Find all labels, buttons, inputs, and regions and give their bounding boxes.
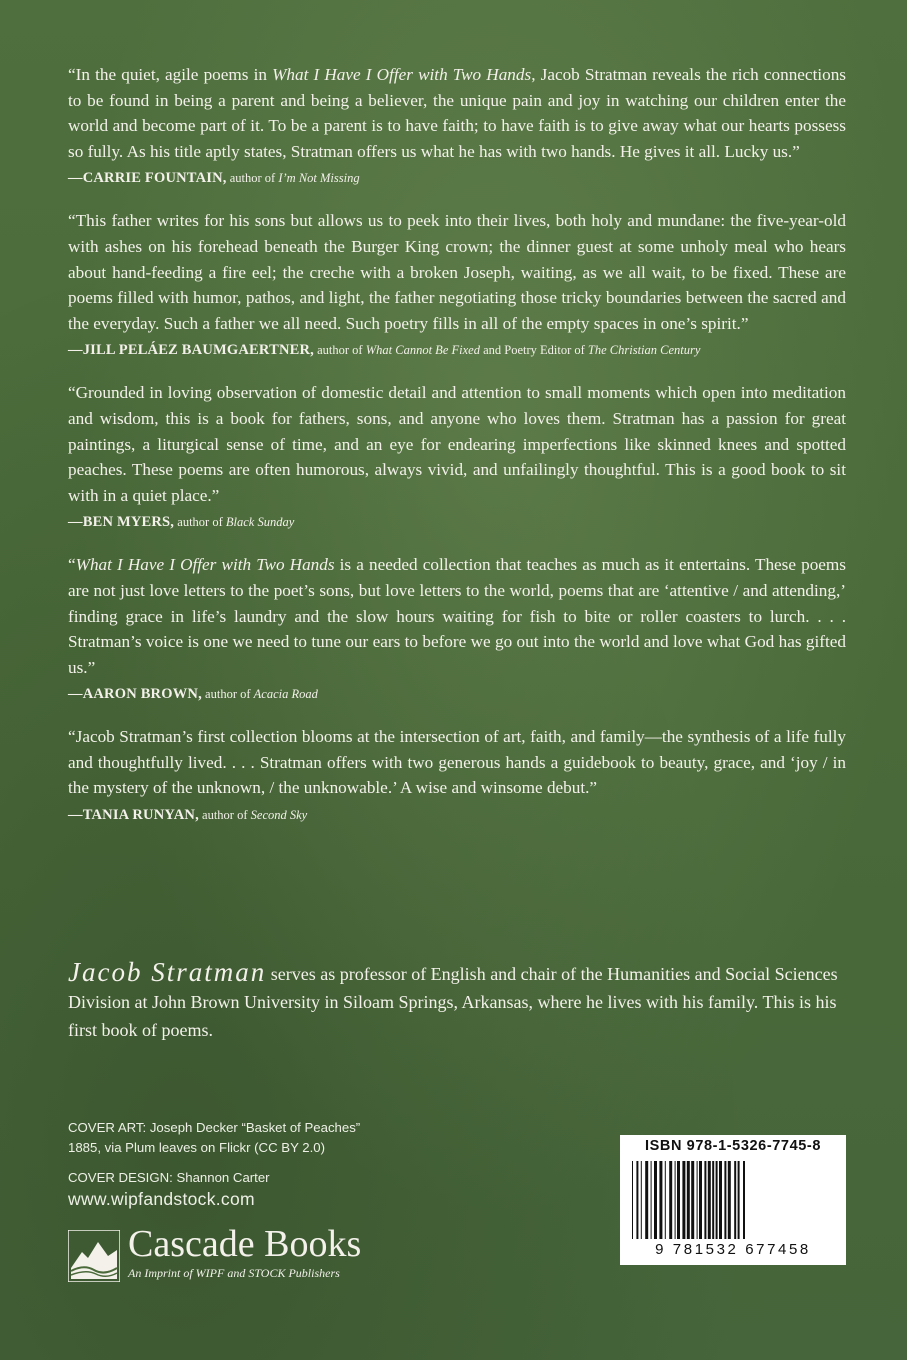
quote-text: “This father writes for his sons but allows us to peek into their lives, both holy and mundane: the five-year-old with ashes on his forehead beneath the Burger King crown; the dinner guest at some unholy meal who hears about hand-feeding a fire eel; the creche with a broken Joseph, waiting, as we all wait, to be fixed. These are poems filled with humor, pathos, and light, the father negotiating those tricky boundaries between the sacred and the everyday. Such a father we all need. Such poetry fills in all of the empty spaces in one’s spirit.” [68, 211, 846, 333]
barcode-bar [708, 1161, 711, 1239]
barcode-digits: 9 781532 677458 [655, 1241, 811, 1258]
barcode-bar [724, 1161, 726, 1239]
endorsement-2 [68, 208, 846, 360]
endorser-name: —TANIA RUNYAN, [68, 807, 199, 824]
attribution: —TANIA RUNYAN, author of Second Sky [68, 807, 308, 824]
quote-text: “Jacob Stratman’s first collection blooms at the intersection of art, faith, and family—the synthesis of a life fully and thoughtfully lived. . . . Stratman offers with two generous hands a guidebook to beauty, grace, and ‘joy / in the mystery of the unknown, / the unknowable.’ A wise and winsome debut.” [68, 727, 846, 798]
barcode-bar [734, 1161, 736, 1239]
book-title: What I Have I Offer with Two Hands [75, 555, 335, 575]
barcode-bar [738, 1161, 740, 1239]
endorsement-5 [68, 724, 846, 825]
barcode-bar [669, 1161, 672, 1239]
barcode-bar [675, 1161, 676, 1239]
endorser-work: I’m Not Missing [278, 171, 360, 186]
barcode-bar [697, 1161, 698, 1239]
cover-art-credit: COVER ART: Joseph Decker “Basket of Peaches” [68, 1120, 361, 1135]
quote-text: “In the quiet, agile poems in What I Have I Offer with Two Hands, Jacob Stratman reveals the rich connections to be found in being a parent and being a believer, the unique pain and joy in watching our children enter the world and become part of it. To be a parent is to have faith; to have faith is to give away what our hearts possess so fully. As his title aptly states, Stratman offers us what he has with two hands. He gives it all. Lucky us.” [68, 65, 846, 161]
endorser-name: —BEN MYERS, [68, 514, 175, 531]
isbn-label: ISBN 978-1-5326-7745-8 [644, 1138, 822, 1154]
barcode-bar [641, 1161, 642, 1239]
endorsements [68, 62, 846, 845]
barcode-bar [665, 1161, 666, 1239]
book-title: What I Have I Offer with Two Hands [272, 65, 532, 84]
barcode-bar [632, 1161, 633, 1239]
barcode-bar [699, 1161, 702, 1239]
barcode-bar [691, 1161, 694, 1239]
barcode-bar [682, 1161, 685, 1239]
attribution: —AARON BROWN, author of Acacia Road [68, 686, 318, 703]
attribution: —CARRIE FOUNTAIN, author of I’m Not Missing [68, 170, 360, 187]
cover-credits [68, 1118, 488, 1209]
publisher-logo [68, 1223, 398, 1286]
endorsement-1 [68, 62, 846, 188]
attribution: —BEN MYERS, author of Black Sunday [68, 514, 295, 531]
barcode-bar [651, 1161, 652, 1239]
cover-art-credit-source: 1885, via Plum leaves on Flickr (CC BY 2.0) [68, 1140, 326, 1155]
author-bio [68, 958, 846, 1044]
barcode-bar [687, 1161, 690, 1239]
endorser-work: Black Sunday [225, 515, 295, 530]
endorsement-4 [68, 552, 846, 704]
endorser-name: —CARRIE FOUNTAIN, [68, 170, 227, 187]
barcode-bar [636, 1161, 638, 1239]
mountain-logo-icon [68, 1230, 120, 1282]
barcode-bar [677, 1161, 680, 1239]
barcode-bar [719, 1161, 722, 1239]
attribution: —JILL PELÁEZ BAUMGAERTNER, author of What Cannot Be Fixed and Poetry Editor of The Christian Century [68, 342, 701, 359]
publisher-name: Cascade Books [128, 1223, 362, 1265]
quote-text: “Grounded in loving observation of domestic detail and attention to small moments which open into meditation and wisdom, this is a book for fathers, sons, and anyone who loves them. Stratman has a passion for great paintings, a liturgical sense of time, and an eye for endearing imperfections like skinned knees and spotted peaches. These poems are often humorous, always vivid, and unfailingly thoughtful. This is a good book to sit with in a quiet place.” [68, 383, 846, 505]
endorser-work: Acacia Road [253, 687, 318, 702]
quote-text: “What I Have I Offer with Two Hands is a needed collection that teaches as much as it entertains. These poems are not just love letters to the poet’s sons, but love letters to the world, poems that are ‘attentive / and attending,’ finding grace in life’s laundry and the slow hours waiting for fish to bite or roller coasters to lurch. . . . Stratman’s voice is one we need to tune our ears to before we go out into the world and love what God has gifted us.” [68, 555, 846, 677]
publisher-website-link[interactable]: www.wipfandstock.com [68, 1189, 255, 1209]
barcode-bar [654, 1161, 657, 1239]
endorsement-3 [68, 380, 846, 532]
endorser-name: —JILL PELÁEZ BAUMGAERTNER, [68, 342, 314, 359]
barcode-bar [712, 1161, 714, 1239]
barcode-bar [716, 1161, 718, 1239]
barcode-bar [659, 1161, 662, 1239]
endorser-name: —AARON BROWN, [68, 686, 202, 703]
barcode-bar [728, 1161, 731, 1239]
author-name: Jacob Stratman [68, 957, 267, 987]
barcode-bar [704, 1161, 706, 1239]
barcode-bar [743, 1161, 745, 1239]
barcode-bars [632, 1161, 838, 1239]
publisher-imprint: An Imprint of WIPF and STOCK Publishers [128, 1266, 340, 1280]
endorser-work: What Cannot Be Fixed [365, 343, 480, 358]
endorser-affiliation: The Christian Century [587, 343, 701, 358]
bio-text: serves as professor of English and chair of the Humanities and Social Sciences Division at John Brown University in Siloam Springs, Arkansas, where he lives with his family. This is his first book of poems. [68, 964, 838, 1040]
isbn-barcode [620, 1135, 846, 1265]
endorser-work: Second Sky [250, 808, 308, 823]
barcode-bar [645, 1161, 648, 1239]
cover-design-credit: COVER DESIGN: Shannon Carter [68, 1170, 270, 1185]
